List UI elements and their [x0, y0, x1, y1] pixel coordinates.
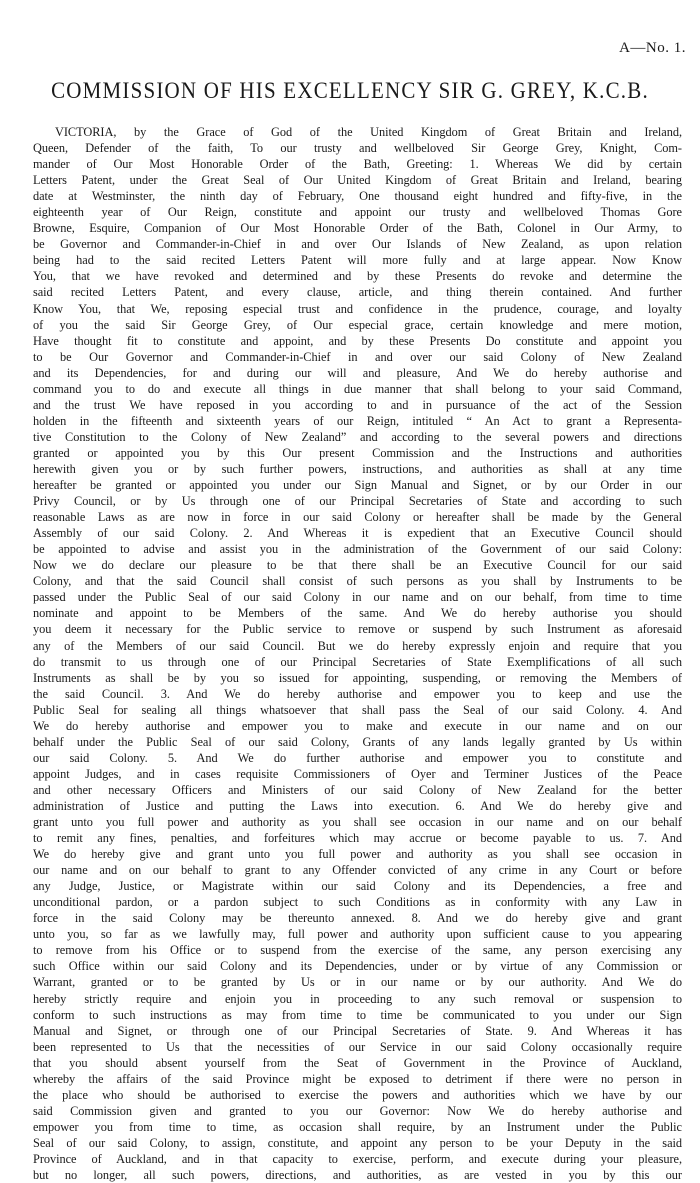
body-line: mander of Our Most Honorable Order of the Bath, Greeting: 1. Whereas We did by certain: [33, 157, 682, 172]
body-line: command you to do and execute all things in due manner that shall belong to your said Command,: [33, 381, 682, 396]
body-line: Province of Auckland, and in that capacity to exercise, perform, and execute during your pleasure,: [33, 1152, 682, 1166]
body-line: granted or appointed you by this Our present Commission and the Instructions and authorities: [33, 445, 682, 460]
body-line: appoint Judges, and in cases requisite Commissioners of Oyer and Terminer Justices of the Peace: [33, 766, 682, 781]
body-line: unconditional pardon, or a pardon subject to such Conditions as in conformity with any Law in: [33, 895, 682, 910]
body-line: We do hereby give and grant unto you full power and authority as you shall see occasion in: [33, 847, 682, 862]
body-line: unto you, so far as we lawfully may, full power and authority upon sufficient cause to you appearing: [33, 927, 682, 942]
body-line: being had to the said recited Letters Patent will more fully and at large appear. Now Know: [33, 253, 682, 268]
body-line: passed under the Public Seal of our said Colony in our name and on our behalf, from time to time: [33, 590, 682, 605]
body-line: any Judge, Justice, or Magistrate within our said Colony and its Dependencies, a free and: [33, 879, 682, 894]
body-line: Know You, that We, reposing especial trust and confidence in the prudence, courage, and loyalty: [33, 301, 682, 316]
body-line: You, that we have revoked and determined and by these Presents do revoke and determine the: [33, 269, 682, 284]
body-line: and the trust We have reposed in you according to and in pursuance of the act of the Session: [33, 397, 682, 412]
body-line: to be Our Governor and Commander-in-Chief in and over our said Colony of New Zealand: [33, 349, 682, 364]
body-line: such Office within our said Colony and its Dependencies, under or by virtue of any Commission or: [33, 959, 682, 974]
page-margin: [0, 1073, 700, 1079]
body-line: said Commission given and granted to you our Governor: Now We do hereby authorise and: [33, 1103, 682, 1118]
body-line: our said Colony. 5. And We do further authorise and empower you to constitute and: [33, 750, 682, 765]
body-line: Manual and Signet, or through one of our Principal Secretaries of State. 9. And Whereas it has: [33, 1023, 682, 1038]
body-line: do transmit to us through one of our Principal Secretaries of State Exemplifications of all such: [33, 654, 682, 669]
body-line: any of the Members of our said Council. But we do hereby expressly enjoin and require that you: [33, 638, 682, 653]
body-line: Privy Council, or by Us through one of our Principal Secretaries of State and according to such: [33, 494, 682, 509]
body-line: hereafter be granted or appointed you under our Sign Manual and Signet, or by our Order in our: [33, 478, 682, 493]
body-line: Have thought fit to constitute and appoint, and by these Presents Do constitute and appoint you: [33, 333, 682, 348]
body-line: eighteenth year of Our Reign, constitute and appoint our trusty and wellbeloved Thomas Gore: [33, 205, 682, 220]
body-line: but no longer, all such powers, directions, and authorities, as are vested in you by this our: [33, 1168, 682, 1183]
body-line: our name and on our behalf to grant to any Offender convicted of any crime in any Court or before: [33, 863, 682, 878]
commission-body-text: [33, 124, 682, 1183]
body-line: Assembly of our said Colony. 2. And Whereas it is expedient that an Executive Council should: [33, 526, 682, 541]
body-line: the said Council. 3. And We do hereby authorise and empower you to keep and use the: [33, 686, 682, 701]
body-line: Now we do declare our pleasure to be that there shall be an Executive Council for our said: [33, 558, 682, 573]
body-line: Browne, Esquire, Companion of Our Most Honorable Order of the Bath, Colonel in Our Army, to: [33, 221, 682, 236]
body-line: the place who should be authorised to exercise the powers and authorities which we have by our: [33, 1087, 682, 1102]
body-line: herewith given you or by such further powers, instructions, and authorities as shall at any time: [33, 461, 682, 476]
body-line: administration of Justice and putting the Laws into execution. 6. And We do hereby give and: [33, 798, 682, 813]
body-line: Queen, Defender of the faith, To our trusty and wellbeloved Sir George Grey, Knight, Com-: [33, 141, 682, 156]
body-line: said recited Letters Patent, and every clause, article, and thing therein contained. And further: [33, 285, 682, 300]
body-line: Warrant, granted or to be granted by Us or in our name or by our authority. And We do: [33, 975, 682, 990]
body-line: to remove from his Office or to suspend from the exercise of the same, any person exercising any: [33, 943, 682, 958]
body-line: you deem it necessary for the Public service to remove or suspend by such Instrument as aforesaid: [33, 622, 682, 637]
body-line: of you the said Sir George Grey, of Our especial grace, certain knowledge and mere motion,: [33, 317, 682, 332]
body-line: that you should absent yourself from the Seat of Government in the Province of Auckland,: [33, 1055, 682, 1070]
body-line: We do hereby authorise and empower you to make and execute in our name and on our: [33, 718, 682, 733]
body-line: holden in the fifteenth and sixteenth years of our Reign, intituled “ An Act to grant a Representa-: [33, 413, 682, 428]
body-line: Instruments as shall be by you so issued for appointing, suspending, or removing the Members of: [33, 670, 682, 685]
body-line: Colony, and that the said Council shall consist of such persons as you shall by Instruments to be: [33, 574, 682, 589]
body-line: VICTORIA, by the Grace of God of the United Kingdom of Great Britain and Ireland,: [55, 125, 682, 139]
body-line: Seal of our said Colony, to assign, constitute, and appoint any person to be your Deputy in the said: [33, 1135, 682, 1150]
body-line: behalf under the Public Seal of our said Colony, Grants of any lands legally granted by Us within: [33, 734, 682, 749]
body-line: reasonable Laws as are now in force in our said Colony or hereafter shall be made by the General: [33, 510, 682, 525]
body-line: conform to such instructions as may from time to time be communicated to you under our Sign: [33, 1007, 682, 1022]
body-line: and other necessary Officers and Ministers of our said Colony of New Zealand for the better: [33, 782, 682, 797]
page-reference: A—No. 1.: [619, 40, 686, 56]
body-line: empower you from time to time, as occasion shall require, by an Instrument under the Public: [33, 1119, 682, 1134]
body-line: grant unto you full power and authority as you shall see occasion in our name and on our behalf: [33, 815, 682, 830]
body-line: force in the said Colony may be thereunto annexed. 8. And we do hereby give and grant: [33, 911, 682, 926]
body-line: date at Westminster, the ninth day of February, One thousand eight hundred and fifty-five, in the: [33, 189, 682, 204]
body-line: Public Seal for sealing all things whatsoever that shall pass the Seal of our said Colony. 4. And: [33, 702, 682, 717]
body-line: been represented to Us that the necessities of our Service in our said Colony occasionally require: [33, 1039, 682, 1054]
body-line: to remit any fines, penalties, and forfeitures which may accrue or become payable to us. 7. And: [33, 831, 682, 846]
body-line: be appointed to advise and assist you in the administration of the Government of our said Colony:: [33, 542, 682, 557]
body-line: Letters Patent, under the Great Seal of Our United Kingdom of Great Britain and Ireland, bearing: [33, 173, 682, 188]
body-line: tive Constitution to the Colony of New Zealand” and according to the several powers and directions: [33, 429, 682, 444]
body-line: hereby strictly require and enjoin you in proceeding to any such removal or suspension to: [33, 991, 682, 1006]
body-line: and its Dependencies, for and during our will and pleasure, And We do hereby authorise and: [33, 365, 682, 380]
body-line: whereby the affairs of the said Province might be exposed to detriment if there were no person in: [33, 1071, 682, 1086]
body-line: nominate and appoint to be Members of the same. And We do hereby authorise you should: [33, 606, 682, 621]
body-line: be Governor and Commander-in-Chief in and over Our Islands of New Zealand, as upon relation: [33, 237, 682, 252]
document-title: COMMISSION OF HIS EXCELLENCY SIR G. GREY, K.C.B.: [51, 76, 649, 104]
